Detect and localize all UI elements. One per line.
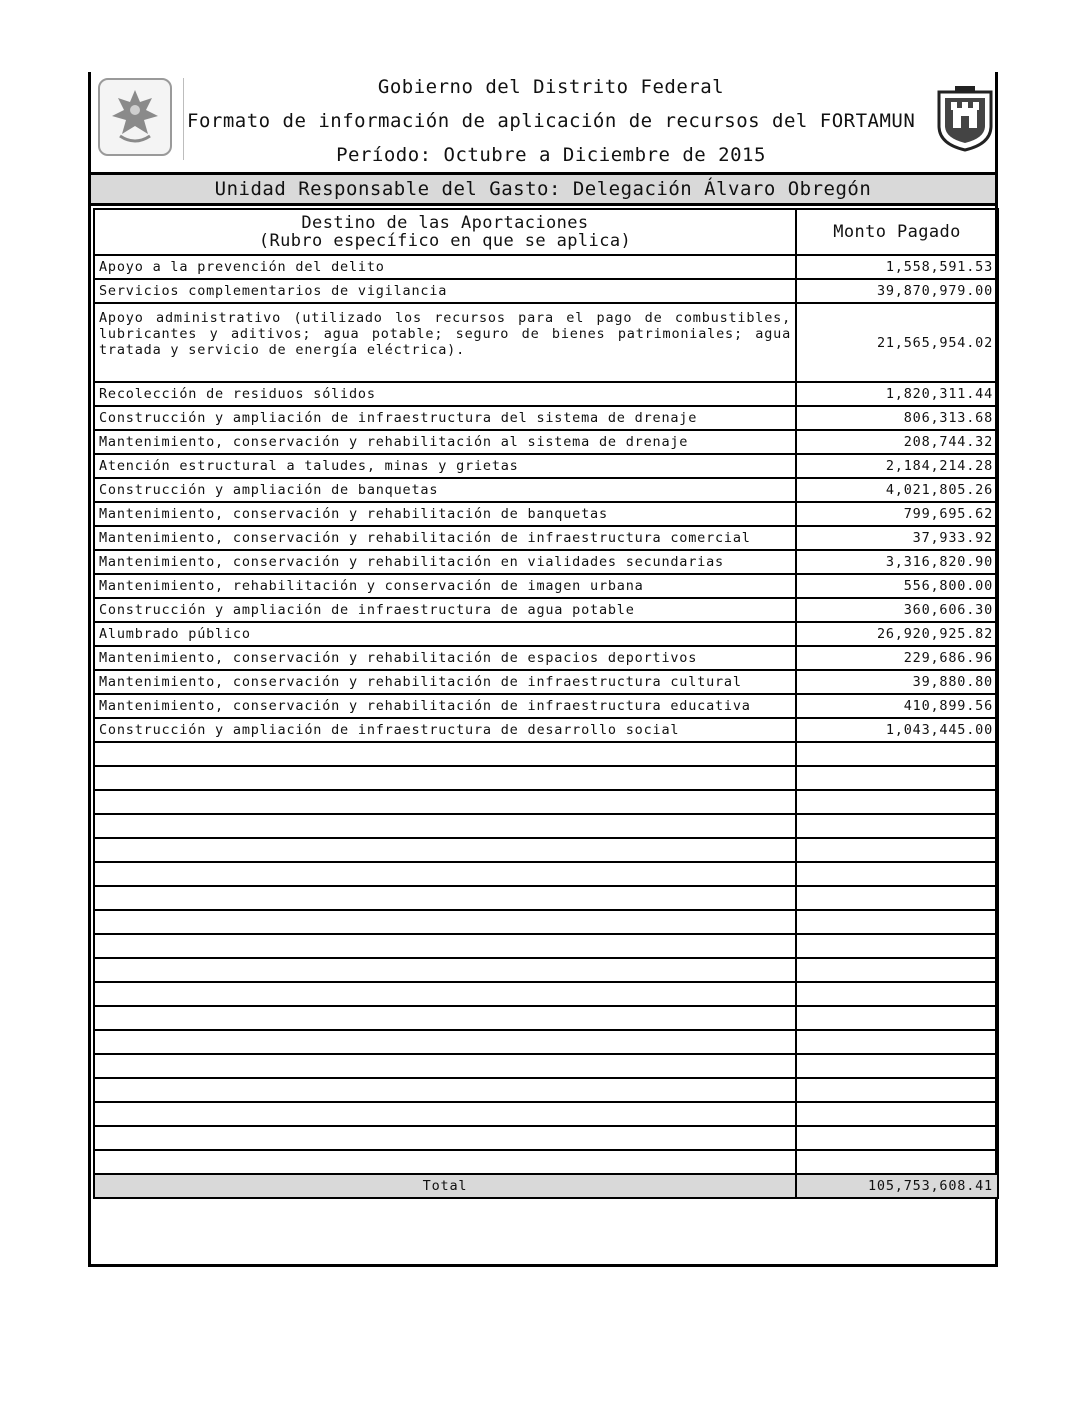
empty-cell [796,910,998,934]
table-row [94,406,998,430]
row-destino: Construcción y ampliación de infraestructura del sistema de drenaje [94,406,796,430]
row-destino: Mantenimiento, conservación y rehabilitación de infraestructura comercial [94,526,796,550]
empty-cell [94,1030,796,1054]
empty-cell [94,982,796,1006]
empty-cell [94,1006,796,1030]
header-period: Período: Octubre a Diciembre de 2015 [336,144,766,166]
table-header-row [94,209,998,255]
column-header-destino-line1: Destino de las Aportaciones [301,213,589,233]
empty-table-row [94,910,998,934]
column-header-destino-line2: (Rubro específico en que se aplica) [258,231,632,251]
row-monto: 3,316,820.90 [796,550,998,574]
empty-cell [94,814,796,838]
empty-table-row [94,1078,998,1102]
row-monto: 4,021,805.26 [796,478,998,502]
row-monto: 360,606.30 [796,598,998,622]
empty-cell [796,934,998,958]
table-row [94,382,998,406]
empty-cell [796,1150,998,1174]
row-monto: 410,899.56 [796,694,998,718]
empty-cell [94,1102,796,1126]
row-destino: Servicios complementarios de vigilancia [94,279,796,303]
row-destino: Mantenimiento, conservación y rehabilitación de banquetas [94,502,796,526]
row-monto: 806,313.68 [796,406,998,430]
empty-cell [796,886,998,910]
empty-cell [94,790,796,814]
empty-cell [94,742,796,766]
table-row [94,646,998,670]
table-row [94,694,998,718]
row-monto: 1,043,445.00 [796,718,998,742]
table-row [94,526,998,550]
table-row [94,574,998,598]
column-header-monto: Monto Pagado [796,209,998,255]
row-destino: Mantenimiento, conservación y rehabilitación de espacios deportivos [94,646,796,670]
row-monto: 26,920,925.82 [796,622,998,646]
row-destino: Construcción y ampliación de infraestructura de desarrollo social [94,718,796,742]
row-monto: 208,744.32 [796,430,998,454]
empty-cell [796,790,998,814]
empty-cell [796,766,998,790]
row-destino: Construcción y ampliación de infraestructura de agua potable [94,598,796,622]
row-destino: Mantenimiento, rehabilitación y conservación de imagen urbana [94,574,796,598]
row-monto: 556,800.00 [796,574,998,598]
empty-cell [94,934,796,958]
empty-cell [796,1126,998,1150]
report-frame [88,72,998,1267]
row-destino: Construcción y ampliación de banquetas [94,478,796,502]
row-monto: 21,565,954.02 [796,303,998,382]
row-monto: 799,695.62 [796,502,998,526]
mexico-city-coat-of-arms-logo [933,86,997,152]
empty-cell [796,1078,998,1102]
empty-table-row [94,982,998,1006]
table-row [94,430,998,454]
empty-cell [94,886,796,910]
empty-cell [796,814,998,838]
row-monto: 39,880.80 [796,670,998,694]
empty-table-row [94,1030,998,1054]
row-destino: Recolección de residuos sólidos [94,382,796,406]
empty-cell [94,838,796,862]
empty-cell [796,862,998,886]
empty-table-row [94,766,998,790]
table-body [94,255,998,1174]
table-row [94,303,998,382]
table-row [94,454,998,478]
header-format-title: Formato de información de aplicación de recursos del FORTAMUN [187,110,916,132]
empty-table-row [94,1126,998,1150]
row-monto: 229,686.96 [796,646,998,670]
row-destino: Mantenimiento, conservación y rehabilitación de infraestructura educativa [94,694,796,718]
row-destino: Mantenimiento, conservación y rehabilitación al sistema de drenaje [94,430,796,454]
total-row [94,1174,998,1198]
row-monto: 37,933.92 [796,526,998,550]
empty-table-row [94,958,998,982]
row-destino: Atención estructural a taludes, minas y grietas [94,454,796,478]
empty-cell [94,1150,796,1174]
empty-table-row [94,790,998,814]
empty-table-row [94,934,998,958]
empty-cell [796,1006,998,1030]
row-monto: 1,558,591.53 [796,255,998,279]
empty-table-row [94,1006,998,1030]
responsible-unit-title: Unidad Responsable del Gasto: Delegación Álvaro Obregón [214,178,872,200]
header-government-title: Gobierno del Distrito Federal [377,76,725,98]
empty-cell [796,1054,998,1078]
table-row [94,255,998,279]
table-row [94,622,998,646]
empty-cell [796,958,998,982]
table-row [94,598,998,622]
row-monto: 2,184,214.28 [796,454,998,478]
row-destino: Mantenimiento, conservación y rehabilitación en vialidades secundarias [94,550,796,574]
empty-cell [94,1078,796,1102]
row-destino: Apoyo administrativo (utilizado los recursos para el pago de combustibles, lubricantes y aditivos; agua potable; seguro de bienes patrimoniales; agua tratada y servicio de energía eléctrica). [94,303,796,382]
empty-table-row [94,1150,998,1174]
empty-table-row [94,886,998,910]
table-row [94,718,998,742]
empty-table-row [94,1054,998,1078]
empty-cell [94,1126,796,1150]
table-row [94,670,998,694]
gdf-emblem-logo [98,78,172,156]
table-row [94,550,998,574]
empty-cell [796,982,998,1006]
total-label: Total [94,1174,796,1198]
empty-cell [796,1030,998,1054]
empty-cell [796,742,998,766]
empty-cell [796,1102,998,1126]
row-destino: Apoyo a la prevención del delito [94,255,796,279]
report-header [91,72,995,172]
empty-cell [94,958,796,982]
column-header-destino [94,209,796,255]
allocation-table [93,208,999,1199]
empty-table-row [94,814,998,838]
responsible-unit-banner [91,172,995,206]
table-row [94,478,998,502]
empty-table-row [94,838,998,862]
empty-cell [94,1054,796,1078]
empty-cell [796,838,998,862]
total-amount: 105,753,608.41 [796,1174,998,1198]
row-destino: Mantenimiento, conservación y rehabilitación de infraestructura cultural [94,670,796,694]
row-monto: 39,870,979.00 [796,279,998,303]
empty-table-row [94,742,998,766]
header-divider [183,78,184,160]
empty-cell [94,910,796,934]
row-destino: Alumbrado público [94,622,796,646]
empty-cell [94,766,796,790]
empty-table-row [94,862,998,886]
empty-cell [94,862,796,886]
table-row [94,502,998,526]
table-row [94,279,998,303]
empty-table-row [94,1102,998,1126]
row-monto: 1,820,311.44 [796,382,998,406]
